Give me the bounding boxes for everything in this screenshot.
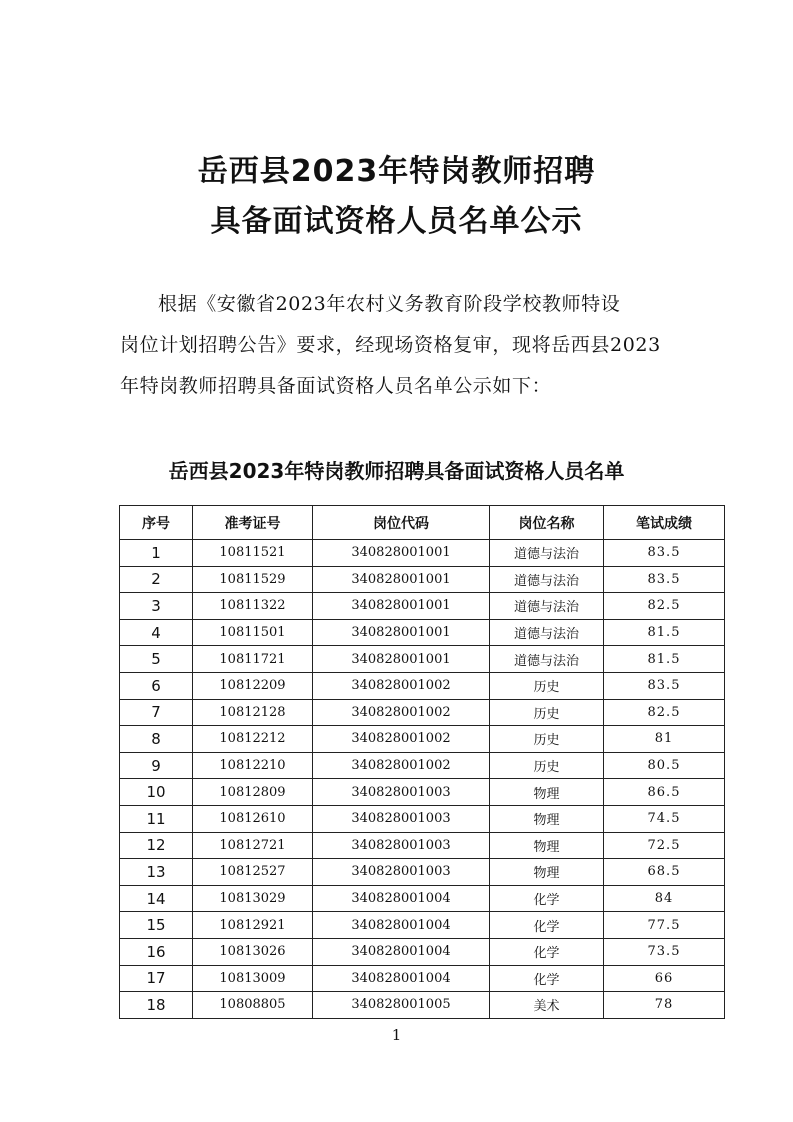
cell-position-name: 物理 xyxy=(490,832,604,859)
cell-index: 15 xyxy=(120,912,193,939)
cell-exam-number: 10813029 xyxy=(193,885,313,912)
cell-position-code: 340828001001 xyxy=(313,593,490,620)
intro-paragraph-line-1: 根据《安徽省2023年农村义务教育阶段学校教师特设 xyxy=(158,293,621,315)
cell-index: 3 xyxy=(120,593,193,620)
cell-written-score: 81.5 xyxy=(604,619,725,646)
table-row xyxy=(120,779,725,806)
cell-exam-number: 10808805 xyxy=(193,992,313,1019)
cell-index: 10 xyxy=(120,779,193,806)
cell-position-code: 340828001005 xyxy=(313,992,490,1019)
table-row xyxy=(120,566,725,593)
cell-written-score: 77.5 xyxy=(604,912,725,939)
table-row xyxy=(120,912,725,939)
cell-exam-number: 10812128 xyxy=(193,699,313,726)
cell-position-name: 历史 xyxy=(490,672,604,699)
cell-index: 14 xyxy=(120,885,193,912)
cell-position-code: 340828001001 xyxy=(313,619,490,646)
cell-exam-number: 10813009 xyxy=(193,965,313,992)
table-row xyxy=(120,699,725,726)
cell-position-code: 340828001003 xyxy=(313,779,490,806)
cell-position-name: 化学 xyxy=(490,912,604,939)
cell-exam-number: 10812210 xyxy=(193,752,313,779)
table-row xyxy=(120,992,725,1019)
cell-written-score: 80.5 xyxy=(604,752,725,779)
cell-position-code: 340828001004 xyxy=(313,912,490,939)
intro-paragraph-line-2: 岗位计划招聘公告》要求，经现场资格复审，现将岳西县2023 xyxy=(120,334,661,356)
cell-position-code: 340828001004 xyxy=(313,938,490,965)
cell-position-name: 化学 xyxy=(490,965,604,992)
cell-position-name: 道德与法治 xyxy=(490,646,604,673)
header-exam-number: 准考证号 xyxy=(193,506,313,540)
cell-index: 2 xyxy=(120,566,193,593)
cell-position-code: 340828001001 xyxy=(313,646,490,673)
cell-written-score: 72.5 xyxy=(604,832,725,859)
cell-position-name: 物理 xyxy=(490,859,604,886)
cell-exam-number: 10812212 xyxy=(193,726,313,753)
table-row xyxy=(120,726,725,753)
cell-written-score: 82.5 xyxy=(604,593,725,620)
cell-written-score: 83.5 xyxy=(604,566,725,593)
candidate-table xyxy=(119,505,725,1019)
cell-index: 8 xyxy=(120,726,193,753)
cell-written-score: 82.5 xyxy=(604,699,725,726)
cell-index: 12 xyxy=(120,832,193,859)
cell-index: 11 xyxy=(120,805,193,832)
cell-exam-number: 10812809 xyxy=(193,779,313,806)
cell-written-score: 73.5 xyxy=(604,938,725,965)
table-row xyxy=(120,593,725,620)
table-row xyxy=(120,965,725,992)
document-title-line-2: 具备面试资格人员名单公示 xyxy=(210,204,583,239)
cell-index: 9 xyxy=(120,752,193,779)
cell-position-name: 历史 xyxy=(490,699,604,726)
cell-index: 4 xyxy=(120,619,193,646)
cell-position-code: 340828001002 xyxy=(313,752,490,779)
cell-position-code: 340828001004 xyxy=(313,885,490,912)
cell-exam-number: 10812527 xyxy=(193,859,313,886)
cell-position-code: 340828001003 xyxy=(313,832,490,859)
cell-index: 5 xyxy=(120,646,193,673)
cell-written-score: 68.5 xyxy=(604,859,725,886)
table-row xyxy=(120,619,725,646)
cell-written-score: 81 xyxy=(604,726,725,753)
table-row xyxy=(120,672,725,699)
cell-written-score: 74.5 xyxy=(604,805,725,832)
cell-position-name: 道德与法治 xyxy=(490,566,604,593)
page-number: 1 xyxy=(391,1026,402,1044)
table-header-row xyxy=(120,506,725,540)
cell-exam-number: 10811529 xyxy=(193,566,313,593)
cell-index: 6 xyxy=(120,672,193,699)
cell-exam-number: 10811521 xyxy=(193,540,313,567)
cell-exam-number: 10812921 xyxy=(193,912,313,939)
header-position-name: 岗位名称 xyxy=(490,506,604,540)
cell-written-score: 84 xyxy=(604,885,725,912)
cell-position-code: 340828001002 xyxy=(313,726,490,753)
cell-exam-number: 10811322 xyxy=(193,593,313,620)
cell-index: 17 xyxy=(120,965,193,992)
cell-position-code: 340828001001 xyxy=(313,540,490,567)
table-row xyxy=(120,752,725,779)
cell-exam-number: 10812721 xyxy=(193,832,313,859)
cell-index: 7 xyxy=(120,699,193,726)
table-row xyxy=(120,859,725,886)
intro-paragraph-line-3: 年特岗教师招聘具备面试资格人员名单公示如下： xyxy=(120,375,552,397)
cell-position-code: 340828001002 xyxy=(313,672,490,699)
cell-index: 13 xyxy=(120,859,193,886)
cell-position-code: 340828001003 xyxy=(313,859,490,886)
table-body xyxy=(120,540,725,1019)
cell-position-name: 道德与法治 xyxy=(490,593,604,620)
cell-written-score: 81.5 xyxy=(604,646,725,673)
cell-written-score: 66 xyxy=(604,965,725,992)
cell-written-score: 78 xyxy=(604,992,725,1019)
cell-position-code: 340828001002 xyxy=(313,699,490,726)
cell-index: 16 xyxy=(120,938,193,965)
table-row xyxy=(120,832,725,859)
document-title-line-1: 岳西县2023年特岗教师招聘 xyxy=(197,154,596,189)
cell-exam-number: 10812610 xyxy=(193,805,313,832)
table-row xyxy=(120,805,725,832)
cell-position-name: 物理 xyxy=(490,779,604,806)
cell-position-code: 340828001001 xyxy=(313,566,490,593)
cell-position-name: 物理 xyxy=(490,805,604,832)
cell-position-code: 340828001004 xyxy=(313,965,490,992)
cell-exam-number: 10811721 xyxy=(193,646,313,673)
cell-position-name: 历史 xyxy=(490,752,604,779)
table-row xyxy=(120,540,725,567)
header-written-score: 笔试成绩 xyxy=(604,506,725,540)
cell-written-score: 83.5 xyxy=(604,672,725,699)
cell-position-name: 美术 xyxy=(490,992,604,1019)
cell-index: 1 xyxy=(120,540,193,567)
header-position-code: 岗位代码 xyxy=(313,506,490,540)
cell-written-score: 83.5 xyxy=(604,540,725,567)
cell-written-score: 86.5 xyxy=(604,779,725,806)
cell-position-name: 历史 xyxy=(490,726,604,753)
table-row xyxy=(120,646,725,673)
cell-position-name: 道德与法治 xyxy=(490,540,604,567)
cell-position-name: 化学 xyxy=(490,885,604,912)
cell-position-code: 340828001003 xyxy=(313,805,490,832)
cell-exam-number: 10812209 xyxy=(193,672,313,699)
cell-position-name: 化学 xyxy=(490,938,604,965)
table-title: 岳西县2023年特岗教师招聘具备面试资格人员名单 xyxy=(168,459,625,483)
cell-exam-number: 10811501 xyxy=(193,619,313,646)
table-row xyxy=(120,938,725,965)
cell-exam-number: 10813026 xyxy=(193,938,313,965)
cell-position-name: 道德与法治 xyxy=(490,619,604,646)
cell-index: 18 xyxy=(120,992,193,1019)
header-index: 序号 xyxy=(120,506,193,540)
table-row xyxy=(120,885,725,912)
